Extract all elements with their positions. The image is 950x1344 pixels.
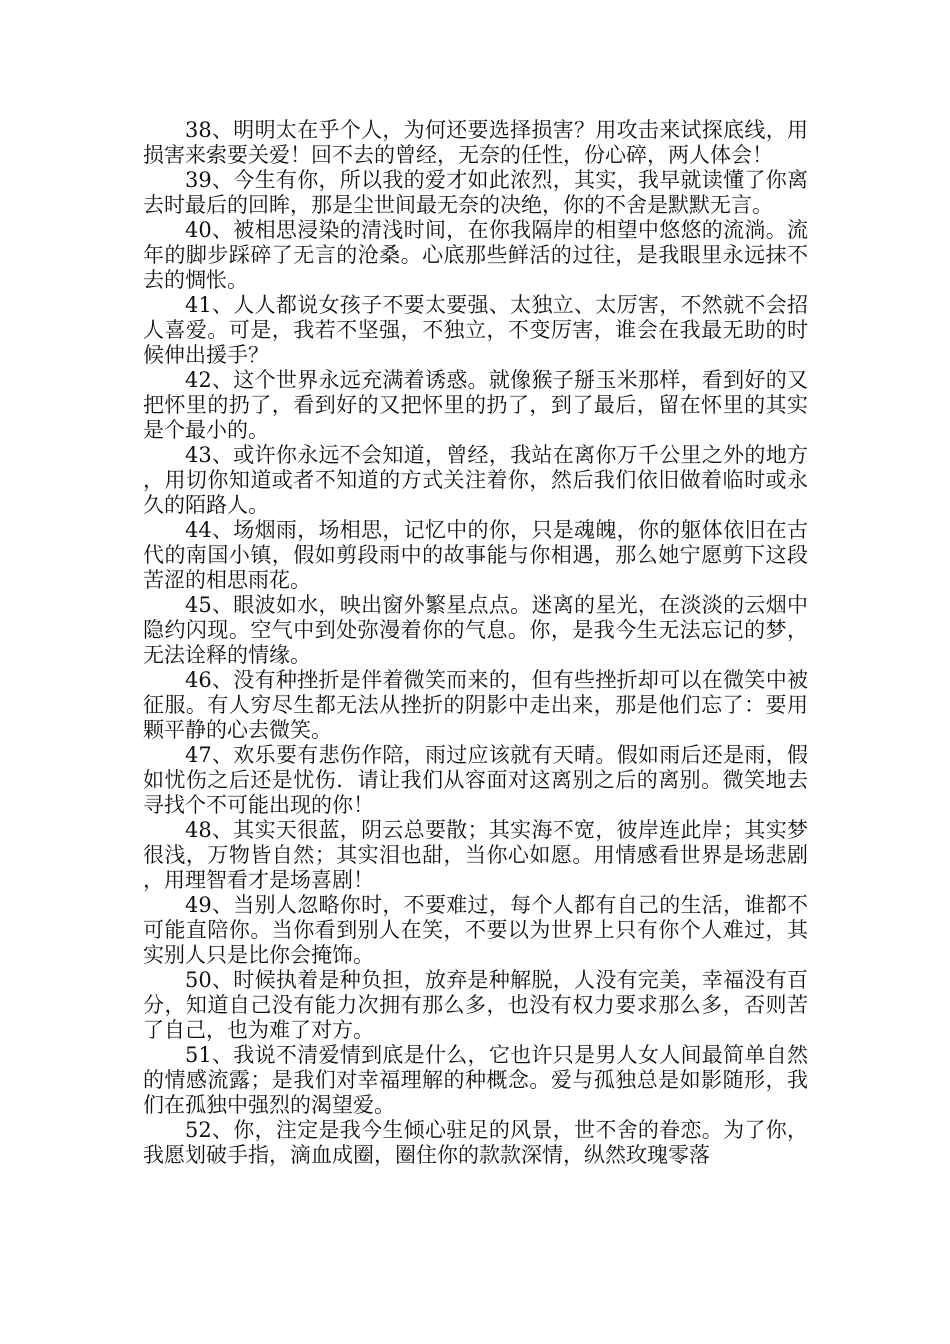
paragraph-40: 40、被相思浸染的清浅时间，在你我隔岸的相望中悠悠的流淌。流年的脚步踩碎了无言的沧桑。心底那些鲜活的过往，是我眼里永远抹不去的惆怅。 bbox=[143, 218, 808, 292]
paragraph-52: 52、你，注定是我今生倾心驻足的风景，世不舍的眷恋。为了你，我愿划破手指，滴血成圈，圈住你的款款深情，纵然玫瑰零落 bbox=[143, 1118, 808, 1167]
paragraph-49: 49、当别人忽略你时，不要难过，每个人都有自己的生活，谁都不可能直陪你。当你看到别人在笑，不要以为世界上只有你个人难过，其实别人只是比你会掩饰。 bbox=[143, 893, 808, 967]
paragraph-51: 51、我说不清爱情到底是什么，它也许只是男人女人间最简单自然的情感流露；是我们对幸福理解的种概念。爱与孤独总是如影随形，我们在孤独中强烈的渴望爱。 bbox=[143, 1043, 808, 1117]
paragraph-45: 45、眼波如水，映出窗外繁星点点。迷离的星光，在淡淡的云烟中隐约闪现。空气中到处弥漫着你的气息。你，是我今生无法忘记的梦，无法诠释的情缘。 bbox=[143, 593, 808, 667]
paragraph-38: 38、明明太在乎个人，为何还要选择损害？用攻击来试探底线，用损害来索要关爱！回不去的曾经，无奈的任性，份心碎，两人体会！ bbox=[143, 118, 808, 167]
paragraph-50: 50、时候执着是种负担，放弃是种解脱，人没有完美，幸福没有百分，知道自己没有能力次拥有那么多，也没有权力要求那么多，否则苦了自己，也为难了对方。 bbox=[143, 968, 808, 1042]
paragraph-46: 46、没有种挫折是伴着微笑而来的，但有些挫折却可以在微笑中被征服。有人穷尽生都无法从挫折的阴影中走出来，那是他们忘了：要用颗平静的心去微笑。 bbox=[143, 668, 808, 742]
paragraph-44: 44、场烟雨，场相思，记忆中的你，只是魂魄，你的躯体依旧在古代的南国小镇，假如剪段雨中的故事能与你相遇，那么她宁愿剪下这段苦涩的相思雨花。 bbox=[143, 518, 808, 592]
paragraph-41: 41、人人都说女孩子不要太要强、太独立、太厉害，不然就不会招人喜爱。可是，我若不坚强，不独立，不变厉害，谁会在我最无助的时候伸出援手？ bbox=[143, 293, 808, 367]
document-page bbox=[143, 118, 808, 1168]
paragraph-43: 43、或许你永远不会知道，曾经，我站在离你万千公里之外的地方，用切你知道或者不知道的方式关注着你，然后我们依旧做着临时或永久的陌路人。 bbox=[143, 443, 808, 517]
paragraph-47: 47、欢乐要有悲伤作陪，雨过应该就有天晴。假如雨后还是雨，假如忧伤之后还是忧伤．请让我们从容面对这离别之后的离别。微笑地去寻找个不可能出现的你！ bbox=[143, 743, 808, 817]
paragraph-39: 39、今生有你，所以我的爱才如此浓烈，其实，我早就读懂了你离去时最后的回眸，那是尘世间最无奈的决绝，你的不舍是默默无言。 bbox=[143, 168, 808, 217]
paragraph-42: 42、这个世界永远充满着诱惑。就像猴子掰玉米那样，看到好的又把怀里的扔了，看到好的又把怀里的扔了，到了最后，留在怀里的其实是个最小的。 bbox=[143, 368, 808, 442]
paragraph-48: 48、其实天很蓝，阴云总要散；其实海不宽，彼岸连此岸；其实梦很浅，万物皆自然；其实泪也甜，当你心如愿。用情感看世界是场悲剧，用理智看才是场喜剧！ bbox=[143, 818, 808, 892]
